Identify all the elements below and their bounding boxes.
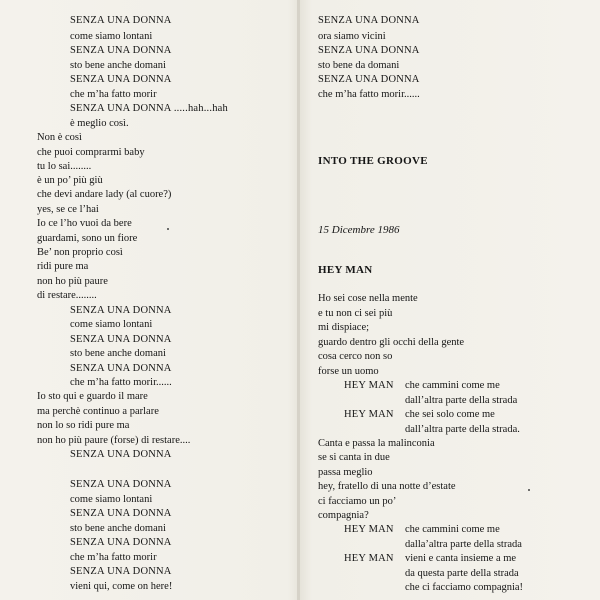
chorus-label: HEY MAN <box>344 380 394 391</box>
lyric-line: SENZA UNA DONNA <box>70 363 172 374</box>
lyric-line: che m’ha fatto morir <box>70 89 157 100</box>
chorus-label: HEY MAN <box>344 553 394 564</box>
lyric-line: e tu non ci sei più <box>318 308 393 319</box>
lyric-line: ci facciamo un po’ <box>318 496 397 507</box>
lyric-line: da questa parte della strada <box>405 568 519 579</box>
lyric-line: non ho più paure <box>37 276 108 287</box>
lyric-line: sto bene anche domani <box>70 523 166 534</box>
lyric-line: mi dispiace; <box>318 322 370 333</box>
lyric-line: SENZA UNA DONNA <box>70 15 172 26</box>
lyric-line: che cammini come me <box>405 380 500 391</box>
lyric-line: SENZA UNA DONNA <box>318 74 420 85</box>
lyric-line: che m’ha fatto morir...... <box>70 377 172 388</box>
lyric-line: Io sto qui e guardo il mare <box>37 391 148 402</box>
lyric-line: hey, fratello di una notte d’estate <box>318 481 456 492</box>
lyric-line: SENZA UNA DONNA <box>70 45 172 56</box>
lyric-line: SENZA UNA DONNA <box>70 449 172 460</box>
lyric-line: SENZA UNA DONNA <box>318 45 420 56</box>
chorus-label: HEY MAN <box>344 409 394 420</box>
lyric-line: cosa cerco non so <box>318 351 393 362</box>
lyric-line: Ho sei cose nella mente <box>318 293 418 304</box>
lyric-line: SENZA UNA DONNA <box>70 566 172 577</box>
lyric-line: forse un uomo <box>318 366 379 377</box>
lyric-line: ora siamo vicini <box>318 31 386 42</box>
lyric-line: SENZA UNA DONNA <box>70 508 172 519</box>
lyric-line: sto bene anche domani <box>70 348 166 359</box>
print-speck <box>528 489 530 491</box>
lyric-line: Io ce l’ho vuoi da bere <box>37 218 132 229</box>
lyric-line: è un po’ più giù <box>37 175 103 186</box>
lyric-line: tu lo sai........ <box>37 161 92 172</box>
lyric-line: SENZA UNA DONNA <box>70 334 172 345</box>
lyric-line: SENZA UNA DONNA <box>70 537 172 548</box>
lyric-line: compagnia? <box>318 510 369 521</box>
lyric-line: ridi pure ma <box>37 261 89 272</box>
lyric-line: Canta e passa la malinconia <box>318 438 435 449</box>
lyric-line: dalla’altra parte della strada <box>405 539 522 550</box>
lyric-line: di restare........ <box>37 290 97 301</box>
lyric-line: dall’altra parte della strada. <box>405 424 520 435</box>
lyric-line: SENZA UNA DONNA <box>318 15 420 26</box>
chorus-label: HEY MAN <box>344 524 394 535</box>
lyric-line: come siamo lontani <box>70 31 153 42</box>
lyric-line: che ci facciamo compagnia! <box>405 582 524 593</box>
lyric-line: non lo so ridi pure ma <box>37 420 130 431</box>
lyric-line: non ho più paure (forse) di restare.... <box>37 435 191 446</box>
lyric-line: guardami, sono un fiore <box>37 233 138 244</box>
lyric-line: che cammini come me <box>405 524 500 535</box>
lyric-line: sto bene anche domani <box>70 60 166 71</box>
lyric-line: dall’altra parte della strada <box>405 395 518 406</box>
lyric-line: che m’ha fatto morir <box>70 552 157 563</box>
lyric-line: guardo dentro gli occhi della gente <box>318 337 465 348</box>
lyric-line: vieni qui, come on here! <box>70 581 173 592</box>
lyric-line: è meglio così. <box>70 118 129 129</box>
lyric-line: che m’ha fatto morir...... <box>318 89 420 100</box>
lyric-line: SENZA UNA DONNA .....hah...hah <box>70 103 228 114</box>
lyric-line: che puoi comprarmi baby <box>37 147 145 158</box>
page-spine <box>297 0 300 600</box>
lyric-line: SENZA UNA DONNA <box>70 479 172 490</box>
lyric-line: che sei solo come me <box>405 409 495 420</box>
print-speck <box>167 228 169 230</box>
song-title: INTO THE GROOVE <box>318 155 428 167</box>
lyric-line: passa meglio <box>318 467 373 478</box>
lyric-line: se si canta in due <box>318 452 390 463</box>
lyric-line: Non è così <box>37 132 82 143</box>
lyric-line: vieni e canta insieme a me <box>405 553 517 564</box>
lyric-line: come siamo lontani <box>70 494 153 505</box>
song-title: HEY MAN <box>318 264 373 276</box>
lyric-line: SENZA UNA DONNA <box>70 305 172 316</box>
lyric-line: come siamo lontani <box>70 319 153 330</box>
song-date: 15 Dicembre 1986 <box>318 224 400 236</box>
lyric-line: sto bene da domani <box>318 60 400 71</box>
lyric-line: che devi andare lady (al cuore?) <box>37 189 172 200</box>
lyric-line: SENZA UNA DONNA <box>70 74 172 85</box>
lyric-line: yes, se ce l’hai <box>37 204 99 215</box>
lyric-line: ma perchè continuo a parlare <box>37 406 159 417</box>
lyric-line: Be’ non proprio così <box>37 247 123 258</box>
